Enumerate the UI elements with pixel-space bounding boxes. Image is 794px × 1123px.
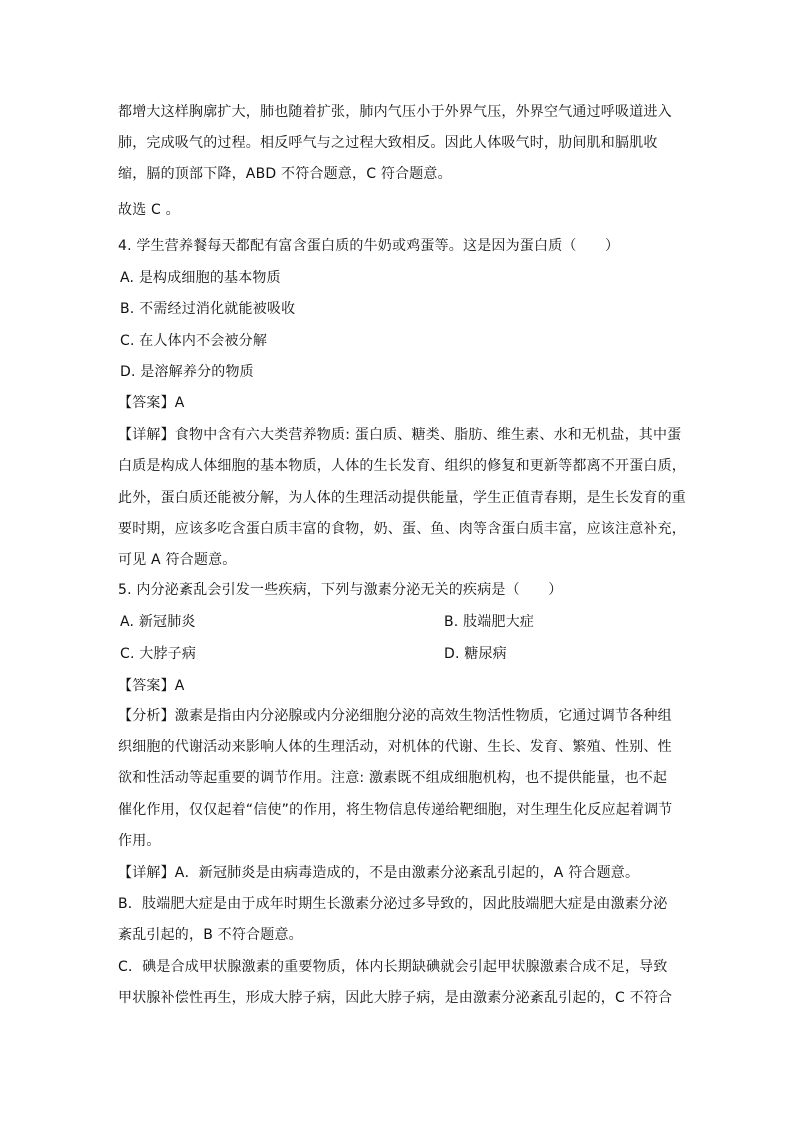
q4-stem: 4. 学生营养餐每天都配有富含蛋白质的牛奶或鸡蛋等。这是因为蛋白质（ ） bbox=[118, 238, 620, 254]
q4-detail-line-1: 【详解】食物中含有六大类营养物质: 蛋白质、糖类、脂肪、维生素、水和无机盐，其中蛋 bbox=[118, 427, 682, 443]
q4-detail-line-2: 白质是构成人体细胞的基本物质，人体的生长发育、组织的修复和更新等都离不开蛋白质， bbox=[118, 458, 686, 474]
q5-detail-line-1: 【详解】A．新冠肺炎是由病毒造成的，不是由激素分泌紊乱引起的，A 符合题意。 bbox=[118, 865, 640, 881]
q5-option-d: D. 糖尿病 bbox=[444, 646, 507, 662]
q5-option-c: C. 大脖子病 bbox=[120, 646, 197, 662]
q5-answer: 【答案】A bbox=[118, 678, 185, 694]
q4-detail-line-4: 要时期，应该多吃含蛋白质丰富的食物，奶、蛋、鱼、肉等含蛋白质丰富，应该注意补充， bbox=[118, 521, 686, 537]
q4-option-a: A. 是构成细胞的基本物质 bbox=[120, 270, 281, 286]
q5-detail-line-3: 紊乱引起的，B 不符合题意。 bbox=[118, 927, 303, 943]
q4-option-d: D. 是溶解养分的物质 bbox=[120, 364, 254, 380]
intro-line-4: 故选 C 。 bbox=[118, 202, 180, 218]
q4-detail-line-3: 此外，蛋白质还能被分解，为人体的生理活动提供能量，学生正值青春期，是生长发育的重 bbox=[118, 490, 686, 506]
q5-option-a: A. 新冠肺炎 bbox=[120, 614, 196, 630]
q4-option-c: C. 在人体内不会被分解 bbox=[120, 333, 268, 349]
q4-answer: 【答案】A bbox=[118, 395, 185, 411]
q5-analysis-line-2: 织细胞的代谢活动来影响人体的生理活动，对机体的代谢、生长、发育、繁殖、性别、性 bbox=[118, 739, 672, 755]
q5-analysis-line-3: 欲和性活动等起重要的调节作用。注意: 激素既不组成细胞机构，也不提供能量，也不起 bbox=[118, 770, 668, 786]
q4-detail-line-5: 可见 A 符合题意。 bbox=[118, 552, 237, 568]
q5-option-b: B. 肢端肥大症 bbox=[444, 614, 535, 630]
q5-detail-line-5: 甲状腺补偿性再生，形成大脖子病，因此大脖子病，是由激素分泌紊乱引起的，C 不符合 bbox=[118, 990, 673, 1006]
q5-detail-line-2: B．肢端肥大症是由于成年时期生长激素分泌过多导致的，因此肢端肥大症是由激素分泌 bbox=[118, 896, 668, 912]
q4-option-b: B. 不需经过消化就能被吸收 bbox=[120, 301, 296, 317]
q5-detail-line-4: C．碘是合成甲状腺激素的重要物质，体内长期缺碘就会引起甲状腺激素合成不足，导致 bbox=[118, 959, 668, 975]
intro-line-2: 肺，完成吸气的过程。相反呼气与之过程大致相反。因此人体吸气时，肋间肌和膈肌收 bbox=[118, 135, 658, 151]
q5-analysis-line-1: 【分析】激素是指由内分泌腺或内分泌细胞分泌的高效生物活性物质，它通过调节各种组 bbox=[118, 708, 672, 724]
q5-stem: 5. 内分泌紊乱会引发一些疾病，下列与激素分泌无关的疾病是（ ） bbox=[118, 582, 563, 598]
q5-analysis-line-4: 催化作用，仅仅起着“信使”的作用，将生物信息传递给靶细胞，对生理生化反应起着调节 bbox=[118, 802, 673, 818]
q5-analysis-line-5: 作用。 bbox=[118, 833, 161, 849]
intro-line-3: 缩，膈的顶部下降，ABD 不符合题意，C 符合题意。 bbox=[118, 166, 452, 182]
intro-line-1: 都增大这样胸廓扩大，肺也随着扩张，肺内气压小于外界气压，外界空气通过呼吸道进入 bbox=[118, 104, 672, 120]
